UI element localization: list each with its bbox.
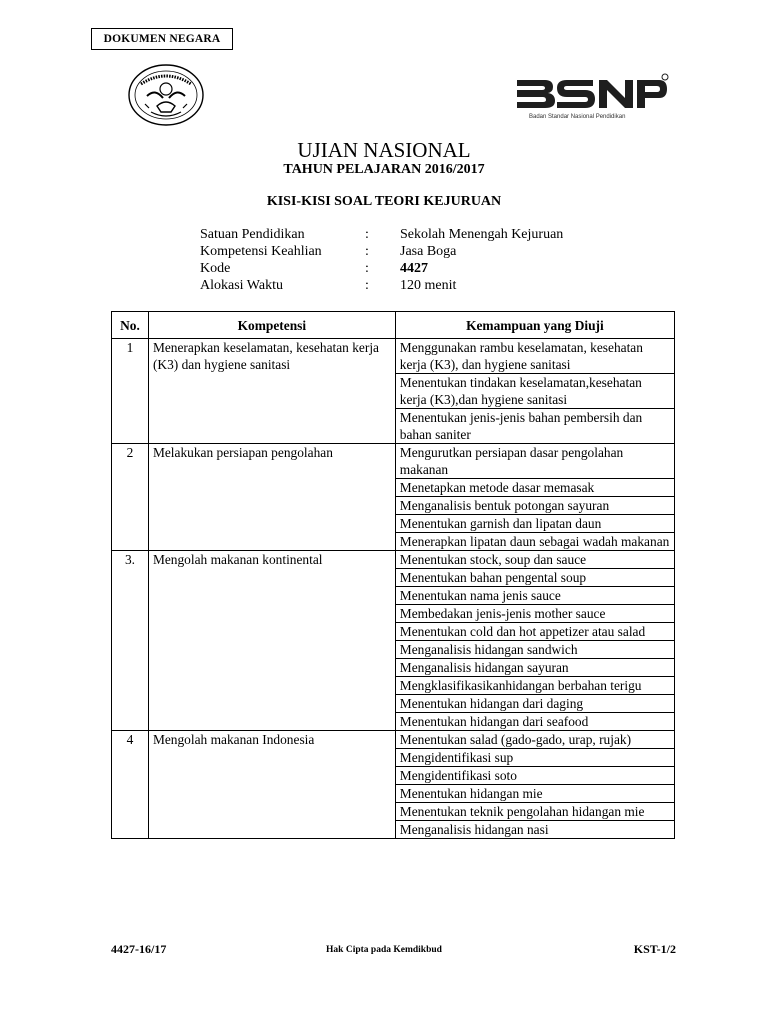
meta-row-kode [200,260,563,277]
meta-colon: : [365,278,369,293]
table-row [112,444,675,479]
meta-value: Sekolah Menengah Kejuruan [400,227,564,242]
bsnp-logo-subtitle: Badan Standar Nasional Pendidikan [529,114,626,120]
meta-value: 120 menit [400,278,457,293]
meta-row-satuan [200,226,563,243]
document-classification-badge: DOKUMEN NEGARA [91,28,233,50]
ability-cell: Menganalisis hidangan sayuran [395,659,674,677]
ability-cell: Menggunakan rambu keselamatan, kesehatan kerja (K3), dan hygiene sanitasi [395,339,674,374]
ability-cell: Membedakan jenis-jenis mother sauce [395,605,674,623]
meta-row-kompetensi [200,243,563,260]
footer-page: KST-1/2 [633,942,676,956]
ability-cell: Menentukan hidangan mie [395,785,674,803]
ability-cell: Menganalisis hidangan sandwich [395,641,674,659]
ability-cell: Menentukan tindakan keselamatan,kesehatan kerja (K3),dan hygiene sanitasi [395,374,674,409]
ability-cell: Menentukan cold dan hot appetizer atau salad [395,623,674,641]
meta-colon: : [365,261,369,276]
ability-cell: Menentukan hidangan dari seafood [395,713,674,731]
ability-cell: Menentukan salad (gado-gado, urap, rujak) [395,731,674,749]
competency-table [111,311,675,839]
tut-wuri-handayani-emblem [125,62,207,128]
competency-cell: Mengolah makanan Indonesia [148,731,395,839]
ability-cell: Menganalisis bentuk potongan sayuran [395,497,674,515]
ability-cell: Menganalisis hidangan nasi [395,821,674,839]
ability-cell: Menetapkan metode dasar memasak [395,479,674,497]
table-body [112,339,675,839]
meta-colon: : [365,227,369,242]
meta-label: Kompetensi Keahlian [200,244,322,259]
ability-cell: Menentukan bahan pengental soup [395,569,674,587]
competency-cell: Melakukan persiapan pengolahan [148,444,395,551]
ability-cell: Menentukan stock, soup dan sauce [395,551,674,569]
ability-cell: Menentukan nama jenis sauce [395,587,674,605]
meta-value: Jasa Boga [400,244,457,259]
column-header-kompetensi: Kompetensi [148,312,395,339]
ability-cell: Menentukan teknik pengolahan hidangan mie [395,803,674,821]
column-header-no: No. [112,312,149,339]
meta-label: Alokasi Waktu [200,278,283,293]
document-subject: KISI-KISI SOAL TEORI KEJURUAN [266,194,502,209]
meta-colon: : [365,244,369,259]
ability-cell: Menentukan garnish dan lipatan daun [395,515,674,533]
ability-cell: Menerapkan lipatan daun sebagai wadah makanan [395,533,674,551]
exam-info [200,226,563,294]
bsnp-logo [515,72,671,120]
academic-year: TAHUN PELAJARAN 2016/2017 [283,162,485,177]
ability-cell: Mengklasifikasikanhidangan berbahan terigu [395,677,674,695]
ability-cell: Menentukan hidangan dari daging [395,695,674,713]
column-header-kemampuan: Kemampuan yang Diuji [395,312,674,339]
footer-code: 4427-16/17 [111,942,167,956]
main-title: UJIAN NASIONAL [297,138,471,162]
row-number: 2 [112,444,149,551]
table-row [112,551,675,569]
meta-label: Kode [200,261,231,276]
competency-cell: Menerapkan keselamatan, kesehatan kerja (K3) dan hygiene sanitasi [148,339,395,444]
ability-cell: Mengurutkan persiapan dasar pengolahan makanan [395,444,674,479]
table-row [112,731,675,749]
meta-row-alokasi [200,277,563,294]
ability-cell: Menentukan jenis-jenis bahan pembersih dan bahan saniter [395,409,674,444]
meta-value-code: 4427 [400,261,428,276]
ability-cell: Mengidentifikasi soto [395,767,674,785]
meta-label: Satuan Pendidikan [200,227,305,242]
ability-cell: Mengidentifikasi sup [395,749,674,767]
table-row [112,339,675,374]
table-header-row [112,312,675,339]
footer-copyright: Hak Cipta pada Kemdikbud [326,945,442,955]
row-number: 1 [112,339,149,444]
competency-cell: Mengolah makanan kontinental [148,551,395,731]
row-number: 4 [112,731,149,839]
row-number: 3. [112,551,149,731]
